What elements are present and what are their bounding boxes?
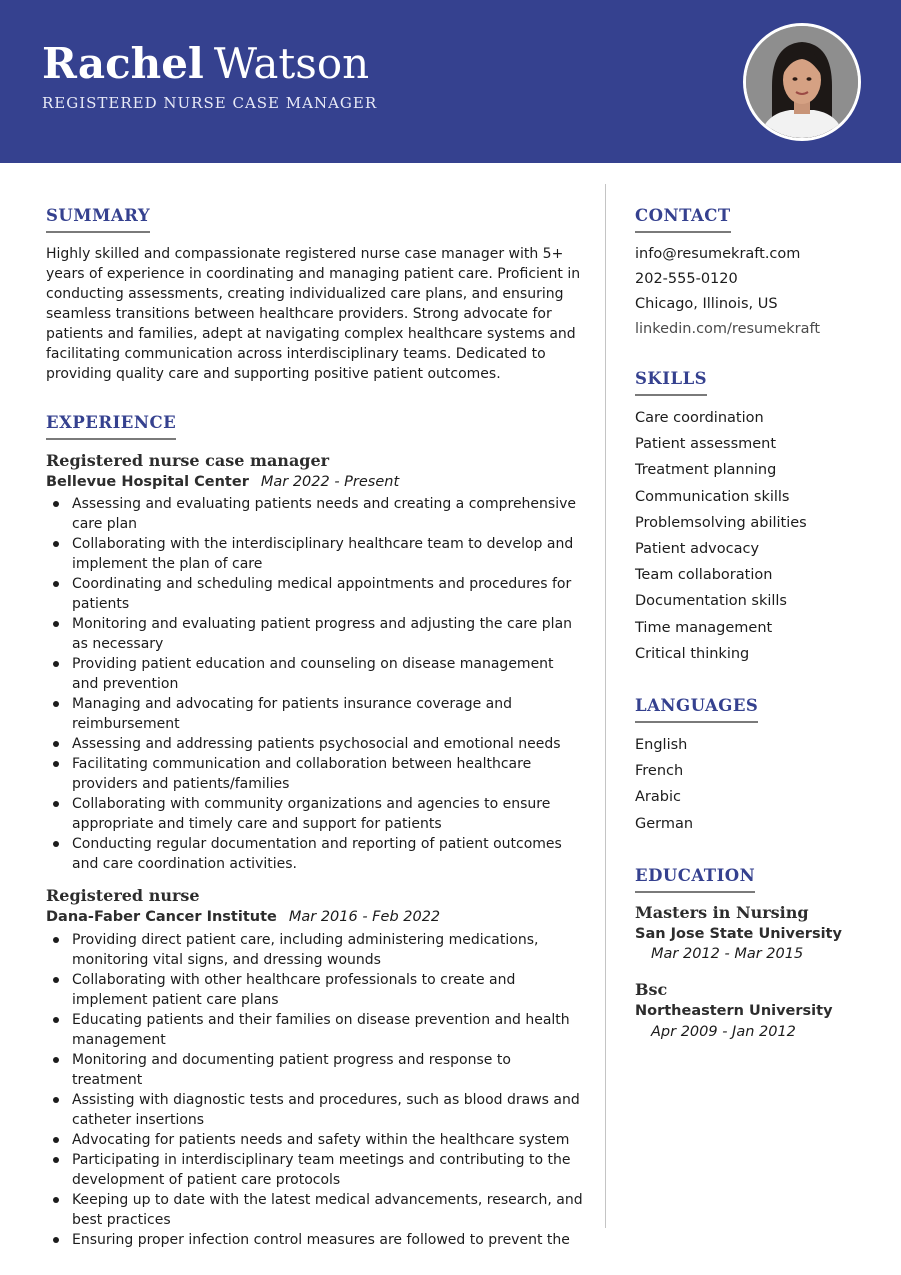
education-dates: Apr 2009 - Jan 2012 bbox=[651, 1024, 796, 1040]
list-item: Team collaboration bbox=[635, 567, 773, 584]
list-item: Assessing and addressing patients psychosocial and emotional needs bbox=[72, 734, 584, 754]
list-item: Care coordination bbox=[635, 410, 764, 426]
job-company: Dana-Faber Cancer Institute bbox=[46, 909, 277, 925]
contact-list bbox=[635, 242, 820, 342]
summary-text: Highly skilled and compassionate registered nurse case manager with 5+ years of experience in coordinating and managing patient care. Proficient in conducting assessments, creating individualized care plans, and ensuring seamless transitions between healthcare providers. Strong advocate for patients and families, adept at navigating complex healthcare systems and facilitating communication across interdisciplinary teams. Dedicated to providing quality care and supporting positive patient outcomes. bbox=[46, 246, 581, 382]
skills-list bbox=[635, 405, 807, 667]
list-item: Assessing and evaluating patients needs and creating a comprehensive care plan bbox=[72, 494, 584, 534]
list-item: Managing and advocating for patients insurance coverage and reimbursement bbox=[72, 694, 584, 734]
profile-photo bbox=[743, 23, 861, 141]
list-item: Advocating for patients needs and safety within the healthcare system bbox=[72, 1130, 584, 1150]
list-item: Coordinating and scheduling medical appointments and procedures for patients bbox=[72, 574, 584, 614]
header-banner bbox=[0, 0, 901, 163]
list-item: Patient advocacy bbox=[635, 541, 760, 558]
education-degree: Bsc bbox=[635, 980, 668, 999]
contact-email[interactable]: info@resumekraft.com bbox=[635, 246, 801, 262]
list-item: Monitoring and documenting patient progress and response to treatment bbox=[72, 1050, 584, 1090]
job-title: Registered nurse case manager bbox=[46, 451, 330, 470]
first-name: Rachel bbox=[42, 39, 204, 88]
list-item: Documentation skills bbox=[635, 593, 787, 610]
education-school: Northeastern University bbox=[635, 1003, 833, 1019]
list-item: Treatment planning bbox=[635, 462, 777, 479]
job-title: Registered nurse bbox=[46, 886, 200, 905]
profile-portrait-icon bbox=[746, 26, 858, 138]
languages-heading: LANGUAGES bbox=[635, 696, 758, 723]
list-item: French bbox=[635, 763, 684, 780]
last-name: Watson bbox=[213, 39, 370, 88]
list-item: Keeping up to date with the latest medical advancements, research, and best practices bbox=[72, 1192, 583, 1228]
list-item: Providing patient education and counseling on disease management and prevention bbox=[72, 654, 584, 694]
list-item: Participating in interdisciplinary team meetings and contributing to the development of patient care protocols bbox=[72, 1150, 584, 1190]
contact-location: Chicago, Illinois, US bbox=[635, 296, 778, 312]
list-item: Problemsolving abilities bbox=[635, 514, 807, 531]
job-dates: Mar 2022 - Present bbox=[260, 474, 400, 490]
list-item: Critical thinking bbox=[635, 645, 750, 662]
list-item: Arabic bbox=[635, 789, 681, 806]
job-headline: REGISTERED NURSE CASE MANAGER bbox=[42, 94, 378, 112]
job-dates: Mar 2016 - Feb 2022 bbox=[288, 909, 441, 925]
experience-heading: EXPERIENCE bbox=[46, 413, 176, 440]
list-item: Time management bbox=[635, 619, 773, 636]
list-item: Collaborating with other healthcare professionals to create and implement patient care plans bbox=[72, 970, 584, 1010]
list-item: Patient assessment bbox=[635, 436, 777, 453]
job-company-line bbox=[46, 474, 399, 490]
contact-phone: 202-555-0120 bbox=[635, 271, 738, 287]
list-item: Facilitating communication and collaboration between healthcare providers and patients/families bbox=[72, 754, 584, 794]
education-degree: Masters in Nursing bbox=[635, 903, 809, 922]
job-company: Bellevue Hospital Center bbox=[46, 474, 249, 490]
list-item: Educating patients and their families on disease prevention and health management bbox=[72, 1010, 584, 1050]
column-divider bbox=[605, 184, 606, 1228]
list-item: Providing direct patient care, including administering medications, monitoring vital signs, and dressing wounds bbox=[72, 930, 584, 970]
list-item: English bbox=[635, 737, 688, 753]
education-heading: EDUCATION bbox=[635, 866, 755, 893]
list-item: Ensuring proper infection control measures are followed to prevent the bbox=[72, 1230, 584, 1250]
job-responsibilities bbox=[72, 930, 584, 1250]
list-item: Communication skills bbox=[635, 488, 790, 505]
list-item: Assisting with diagnostic tests and procedures, such as blood draws and catheter insertions bbox=[72, 1090, 584, 1130]
contact-linkedin-link[interactable]: linkedin.com/resumekraft bbox=[635, 321, 821, 337]
list-item: German bbox=[635, 815, 694, 832]
contact-heading: CONTACT bbox=[635, 206, 731, 233]
summary-heading: SUMMARY bbox=[46, 206, 150, 233]
job-company-line bbox=[46, 909, 440, 925]
education-dates: Mar 2012 - Mar 2015 bbox=[651, 946, 804, 962]
full-name bbox=[42, 38, 369, 90]
education-school: San Jose State University bbox=[635, 926, 842, 942]
list-item: Conducting regular documentation and reporting of patient outcomes and care coordination activities. bbox=[72, 834, 584, 874]
list-item: Collaborating with community organizations and agencies to ensure appropriate and timely care and support for patients bbox=[72, 794, 584, 834]
skills-heading: SKILLS bbox=[635, 369, 707, 396]
list-item: Monitoring and evaluating patient progress and adjusting the care plan as necessary bbox=[72, 614, 584, 654]
languages-list bbox=[635, 732, 693, 837]
job-responsibilities bbox=[72, 494, 584, 874]
list-item: Collaborating with the interdisciplinary healthcare team to develop and implement the plan of care bbox=[72, 534, 584, 574]
